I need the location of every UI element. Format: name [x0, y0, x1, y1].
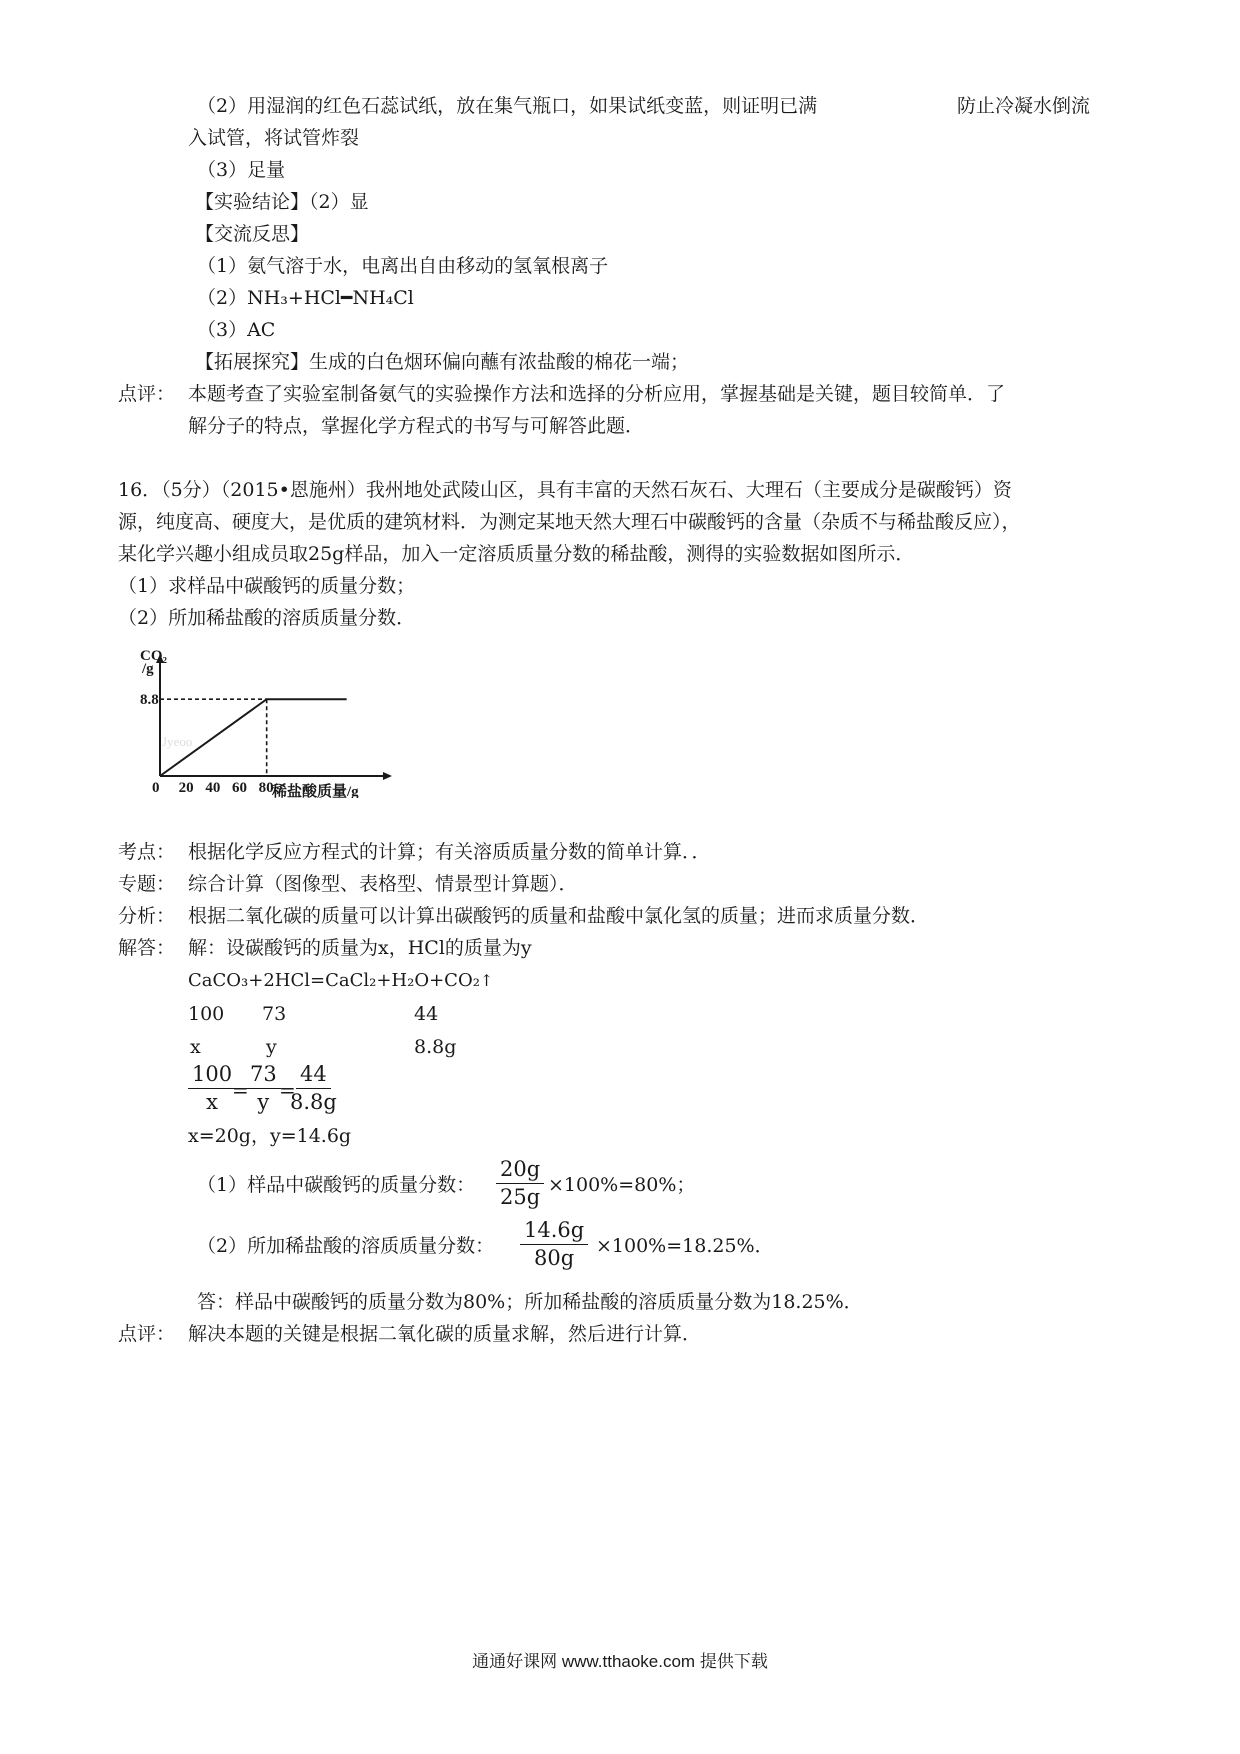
coef-3: 44 [414, 1003, 439, 1025]
fenxi-label: 分析： [118, 905, 176, 927]
part2-fraction [520, 1219, 588, 1270]
question-sub-1: （1）求样品中碳酸钙的质量分数； [118, 575, 416, 597]
final-answer: 答：样品中碳酸钙的质量分数为80%；所加稀盐酸的溶质质量分数为18.25%． [197, 1291, 863, 1313]
ratio-equals-2: = [279, 1078, 296, 1102]
question-line-2: 源，纯度高、硬度大，是优质的建筑材料．为测定某地天然大理石中碳酸钙的含量（杂质不与稀盐酸反应）， [118, 511, 1021, 533]
part2-num: 14.6g [520, 1219, 588, 1245]
comment-line-1: 本题考查了实验室制备氨气的实验操作方法和选择的分析应用，掌握基础是关键，题目较简单．了 [188, 383, 1006, 405]
zhuanti: 综合计算（图像型、表格型、情景型计算题）． [188, 873, 578, 895]
part1-num: 20g [496, 1158, 544, 1184]
reflection-2: （2）NH₃+HCl━NH₄Cl [197, 287, 414, 309]
ratio-num-1: 100 [188, 1063, 236, 1089]
ratio-fraction-3 [286, 1063, 341, 1114]
zhuanti-label: 专题： [118, 873, 176, 895]
fenxi: 根据二氧化碳的质量可以计算出碳酸钙的质量和盐酸中氯化氢的质量；进而求质量分数． [188, 905, 930, 927]
x-axis-label: 稀盐酸质量/g [272, 784, 359, 798]
jieda-intro: 解：设碳酸钙的质量为x，HCl的质量为y [188, 937, 532, 959]
part1-den: 25g [500, 1185, 541, 1210]
jieda-label: 解答： [118, 937, 176, 959]
var-3: 8.8g [414, 1036, 457, 1058]
y-tick-label: 8.8 [140, 692, 159, 709]
reflection-3: （3）AC [197, 319, 276, 341]
question-line-3: 某化学兴趣小组成员取25g样品，加入一定溶质质量分数的稀盐酸，测得的实验数据如图所示． [118, 543, 915, 565]
coef-2: 73 [262, 1003, 287, 1025]
ratio-den-1: x [206, 1090, 218, 1115]
ratio-equals-1: = [232, 1078, 249, 1102]
reflection-1: （1）氨气溶于水，电离出自由移动的氢氧根离子 [197, 255, 609, 277]
answer-line-2-cont: 入试管，将试管炸裂 [188, 127, 360, 149]
conclusion: 【实验结论】（2）显 [195, 191, 369, 213]
ratio-num-2: 73 [246, 1063, 281, 1089]
gas-arrow-icon: ↑ [479, 971, 494, 990]
ratio-fraction-1 [188, 1063, 236, 1114]
x-tick-label: 20 [178, 780, 194, 796]
ratio-num-3: 44 [296, 1063, 331, 1089]
part2-den: 80g [534, 1246, 575, 1271]
ratio-den-3: 8.8g [290, 1090, 337, 1115]
equation-text: CaCO₃+2HCl=CaCl₂+H₂O+CO₂ [188, 970, 480, 991]
ratio-den-2: y [257, 1090, 270, 1115]
part1-tail: ×100%=80%； [548, 1174, 696, 1196]
part2-tail: ×100%=18.25%． [596, 1235, 774, 1257]
result: x=20g，y=14.6g [188, 1125, 352, 1147]
reflection-title: 【交流反思】 [195, 223, 310, 245]
ratio-fraction-2 [246, 1063, 281, 1114]
solution-comment: 解决本题的关键是根据二氧化碳的质量求解，然后进行计算． [188, 1323, 702, 1345]
extension: 【拓展探究】生成的白色烟环偏向蘸有浓盐酸的棉花一端； [195, 351, 690, 373]
coef-1: 100 [188, 1003, 225, 1025]
question-line-1: 16．（5分）（2015•恩施州）我州地处武陵山区，具有丰富的天然石灰石、大理石（主要成分是碳酸钙）资 [118, 479, 1012, 501]
comment-label: 点评： [118, 383, 176, 405]
x-tick-label: 40 [205, 780, 221, 796]
part1-fraction [496, 1158, 544, 1209]
x-tick-label: 80 [258, 780, 274, 796]
x-tick-label: 0 [152, 780, 160, 796]
answer-line-3: （3）足量 [197, 159, 286, 181]
chemical-equation [188, 970, 493, 992]
x-tick-label: 60 [232, 780, 247, 796]
kaodian-label: 考点： [118, 841, 176, 863]
comment-line-2: 解分子的特点，掌握化学方程式的书写与可解答此题． [188, 415, 645, 437]
part1-label: （1）样品中碳酸钙的质量分数： [197, 1174, 476, 1196]
x-axis-arrow [383, 772, 392, 780]
solution-comment-label: 点评： [118, 1323, 176, 1345]
y-axis-label-line-1: CO₂ [140, 648, 167, 664]
chart-watermark: Jyeoo [162, 734, 193, 749]
y-axis-label-line-2: /g [142, 661, 154, 677]
var-2: y [266, 1036, 277, 1058]
footer-source[interactable]: 通通好课网 www.tthaoke.com 提供下载 [472, 1652, 768, 1671]
question-sub-2: （2）所加稀盐酸的溶质质量分数． [118, 607, 416, 629]
answer-line-2-note: 防止冷凝水倒流 [957, 95, 1091, 117]
answer-line-2: （2）用湿润的红色石蕊试纸，放在集气瓶口，如果试纸变蓝，则证明已满 [197, 95, 818, 117]
var-1: x [190, 1036, 201, 1058]
part2-label: （2）所加稀盐酸的溶质质量分数： [197, 1235, 495, 1257]
co2-chart [140, 648, 410, 798]
kaodian: 根据化学反应方程式的计算；有关溶质质量分数的简单计算．． [188, 841, 711, 863]
